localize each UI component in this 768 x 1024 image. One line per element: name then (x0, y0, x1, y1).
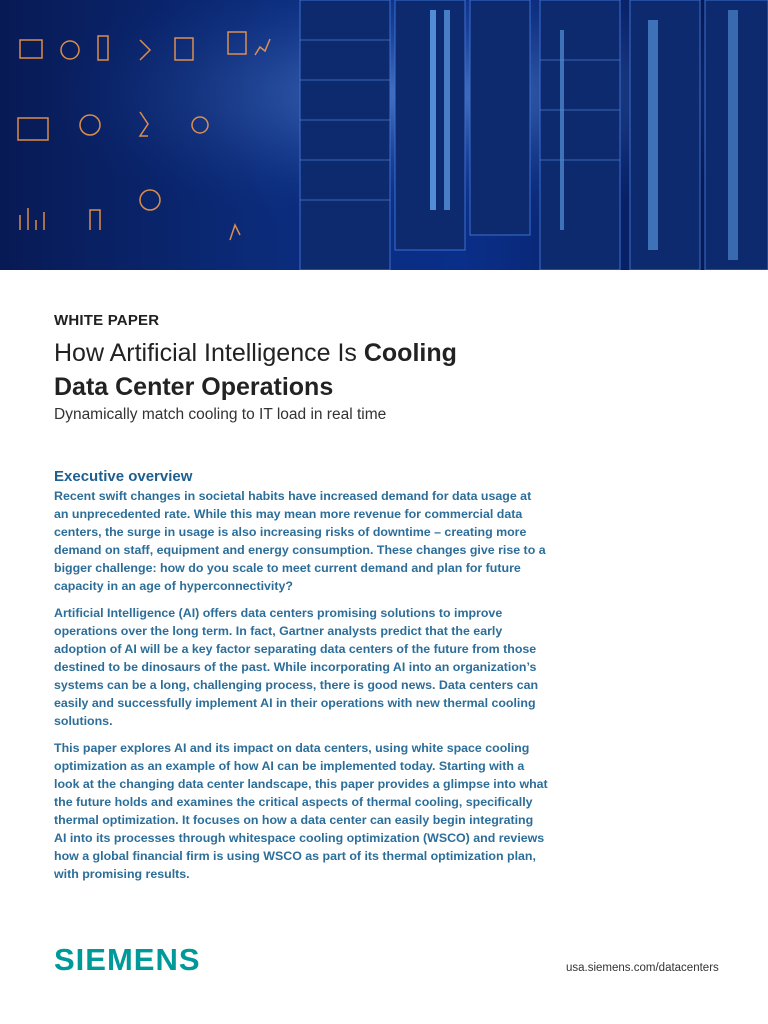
paragraph: Artificial Intelligence (AI) offers data centers promising solutions to improve operations over the long term. In fact, Gartner analysts predict that the early adoption of AI will be a key factor separating data centers of the future from those destined to be dinosaurs of the past. While incorporating AI into an organization’s systems can be a long, challenging process, there is good news. Data centers can easily and successfully implement AI in their operations with new thermal cooling solutions. (54, 606, 539, 728)
section-body (54, 487, 548, 892)
paragraph: Recent swift changes in societal habits have increased demand for data usage at an unprecedented rate. While this may mean more revenue for commercial data centers, the surge in usage is also increasing risks of downtime – creating more demand on staff, equipment and energy consumption. These changes give rise to a bigger challenge: how do you scale to meet current demand and plan for future capacity in an age of hyperconnectivity? (54, 489, 546, 593)
paragraph: This paper explores AI and its impact on data centers, using white space cooling optimization as an example of how AI can be implemented today. Starting with a look at the changing data center landscape, this paper provides a glimpse into what the future holds and examines the critical aspects of thermal cooling, specifically thermal optimization. It focuses on how a data center can easily begin integrating AI into its processes through whitespace cooling optimization (WSCO) and reviews how a global financial firm is using WSCO as part of its thermal optimization plan, with promising results. (54, 741, 548, 881)
document-title (54, 336, 694, 404)
title-bold-operations: Data Center Operations (54, 373, 334, 401)
server-room-illustration (0, 0, 768, 270)
section-heading: Executive overview (54, 468, 193, 485)
footer-url[interactable]: usa.siemens.com/datacenters (566, 962, 719, 974)
document-kicker: WHITE PAPER (54, 312, 160, 329)
document-subtitle: Dynamically match cooling to IT load in real time (54, 406, 387, 423)
title-bold-cooling: Cooling (363, 339, 457, 367)
siemens-logo: SIEMENS (54, 942, 201, 977)
hero-image (0, 0, 768, 270)
title-regular: How Artificial Intelligence Is (54, 339, 364, 367)
